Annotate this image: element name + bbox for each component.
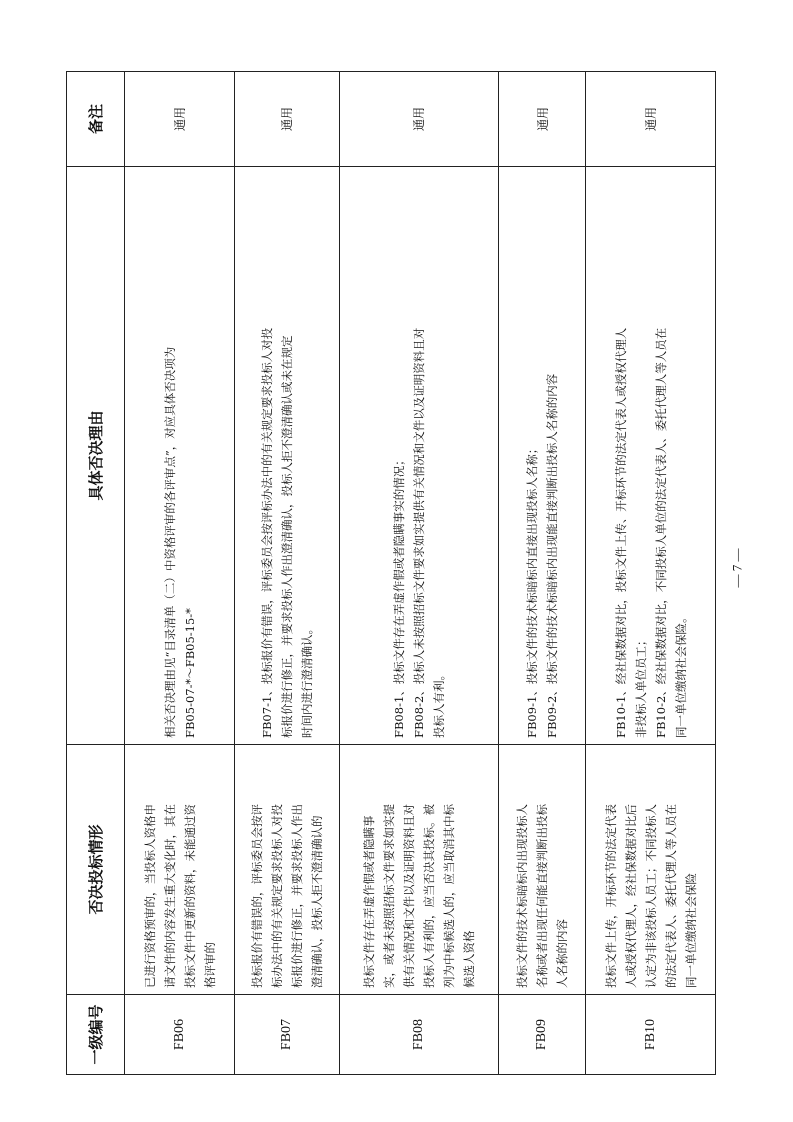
situation-line: 人或授权代理人，经社保数据对比后 [623,804,638,988]
row-code: FB08 [340,995,499,1075]
situation-line: 请文件的内容发生重大变化时，其在 [162,804,177,988]
reason-line: 非投标人单位员工； [633,634,648,738]
situation-line: 投标文件上传，开标环节的法定代表 [603,804,618,988]
situation-line: 列为中标候选人的，应当取消其中标 [441,804,456,988]
row-note: 通用 [498,72,585,167]
header-note: 备注 [67,72,125,167]
row-code: FB07 [234,995,339,1075]
situation-line: 标办法中的有关规定要求投标人对投 [269,804,284,988]
situation-line: 格评审的 [202,942,217,988]
situation-line: 认定为非该投标人员工；不同投标人 [643,804,658,988]
situation-line: 标报价进行修正，并要求投标人作出 [289,804,304,988]
row-reason [498,167,585,745]
situation-line: 投标文件存在弄虚作假或者隐瞒事 [361,815,376,988]
row-code: FB06 [125,995,235,1075]
reason-line: FB09-1、投标文件的技术标暗标内直接出现投标人名称； [525,442,540,738]
row-reason [234,167,339,745]
row-situation [586,745,716,995]
table-row [498,72,585,1075]
situation-line: 投标报价有错误的，评标委员会按评 [249,804,264,988]
situation-line: 人名称的内容 [555,919,570,988]
reason-line: FB10-1、经社保数据对比，投标文件上传、开标环节的法定代表人或授权代理人 [613,327,628,738]
row-note: 通用 [586,72,716,167]
row-situation [340,745,499,995]
situation-line: 澄清确认，投标人拒不澄清确认的 [309,815,324,988]
table-row [586,72,716,1075]
reason-line: FB08-1、投标文件存在弄虚作假或者隐瞒事实的情况； [391,454,406,738]
header-situation: 否决投标情形 [67,745,125,995]
situation-line: 已进行资格预审的，当投标人资格申 [142,804,157,988]
rotated-table-container [66,72,716,1075]
row-situation [125,745,235,995]
rejection-criteria-table [66,71,716,1075]
reason-line: 投标人有利。 [431,669,446,738]
row-reason [586,167,716,745]
row-note: 通用 [234,72,339,167]
row-note: 通用 [125,72,235,167]
reason-line: FB07-1、投标报价有错误，评标委员会按评标办法中的有关规定要求投标人对投 [259,327,274,738]
situation-line: 实，或者未按照招标文件要求如实提 [381,804,396,988]
table-row [340,72,499,1075]
header-code: 一级编号 [67,995,125,1075]
header-reason: 具体否决理由 [67,167,125,745]
row-code: FB10 [586,995,716,1075]
row-reason [125,167,235,745]
table-row [234,72,339,1075]
situation-line: 投标文件中更新的资料，未能通过资 [182,804,197,988]
table-row [125,72,235,1075]
situation-line: 供有关情况和文件以及证明资料且对 [401,804,416,988]
reason-line: FB09-2、投标文件的技术标暗标内出现能直接判断出投标人名称的内容 [545,373,560,738]
situation-line: 投标文件的技术标暗标内出现投标人 [515,804,530,988]
reason-line: 时间内进行澄清确认。 [299,623,314,738]
situation-line: 同一单位缴纳社会保险 [683,873,698,988]
page-number: — 7 — [729,548,745,588]
situation-line: 名称或者出现任何能直接判断出投标 [535,804,550,988]
row-note: 通用 [340,72,499,167]
situation-line: 投标人有利的，应当否决其投标。被 [421,804,436,988]
reason-line: FB08-2、投标人未按照招标文件要求如实提供有关情况和文件以及证明资料且对 [411,327,426,738]
row-situation [498,745,585,995]
situation-line: 的法定代表人、委托代理人等人员在 [663,804,678,988]
reason-line: 标报价进行修正，并要求投标人作出澄清确认，投标人拒不澄清确认或未在规定 [279,335,294,738]
situation-line: 候选人资格 [461,930,476,988]
row-reason [340,167,499,745]
reason-line: FB10-2、经社保数据对比，不同投标人单位的法定代表人、委托代理人等人员在 [653,327,668,738]
row-situation [234,745,339,995]
reason-line: FB05-07-*～FB05-15-* [182,608,197,738]
row-code: FB09 [498,995,585,1075]
reason-line: 同一单位缴纳社会保险。 [673,611,688,738]
reason-line: 相关否决理由见“目录清单（二）中资格评审的各评审点”，对应具体否决项为 [162,346,177,738]
table-header-row [67,72,125,1075]
